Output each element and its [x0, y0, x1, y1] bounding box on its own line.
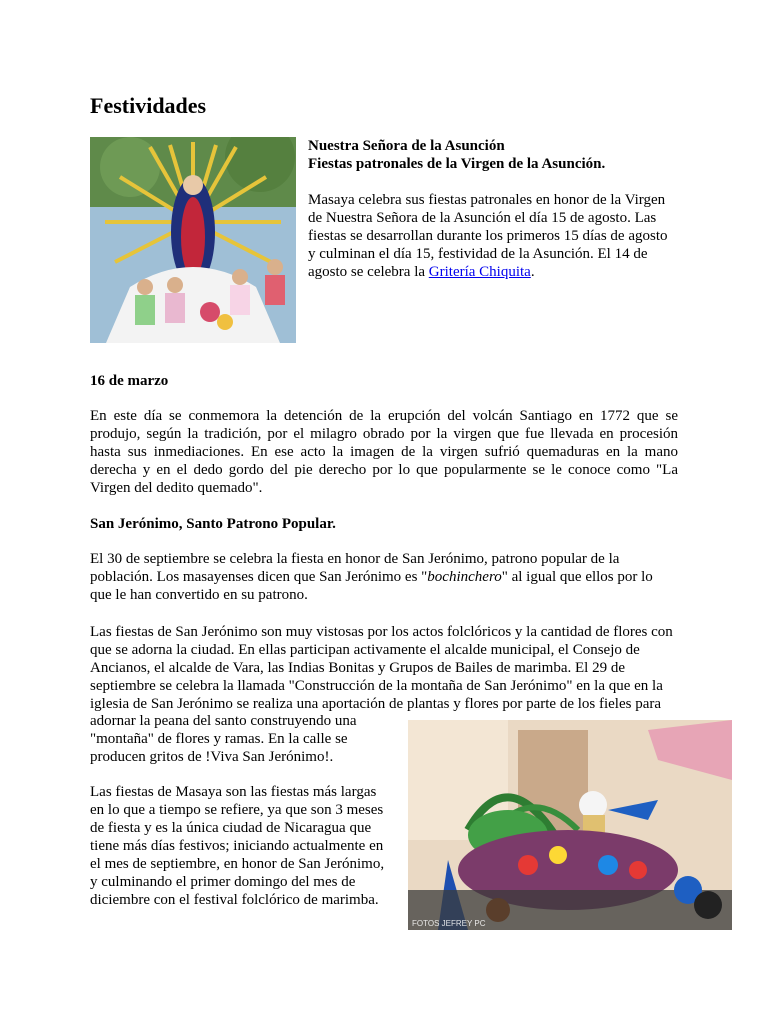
bochinchero-italic: bochinchero — [427, 569, 502, 585]
march-heading: 16 de marzo — [90, 373, 169, 389]
jeronimo-p1-end: " al igual que ellos por lo que le han convertido en su patrono. — [90, 569, 653, 603]
photo-credit: FOTOS JEFREY PC — [412, 919, 486, 928]
san-jeronimo-image — [408, 720, 732, 930]
intro-text: Masaya celebra sus fiestas patronales en honor de la Virgen de Nuestra Señora de la Asunción el día 15 de agosto. Las fiestas se desarrollan durante los primeros 15 días de agosto y culminan el día 15, festividad de la Asunción. El 14 de agosto se celebra la — [308, 192, 668, 280]
virgen-asuncion-image — [90, 137, 296, 343]
page-title: Festividades — [90, 93, 207, 118]
march-paragraph: En este día se conmemora la detención de la erupción del volcán Santiago en 1772 que se produjo, según la tradición, por el milagro obrado por la virgen que fue llevada en procesión hasta sus inmediaciones. En ese acto la imagen de la virgen sufrió quemaduras en la mano derecha y en el dedo gordo del pie derecho por lo que popularmente se le conoce como "La Virgen del dedito quemado". — [90, 408, 678, 496]
jeronimo-p1-text: El 30 de septiembre se celebra la fiesta en honor de San Jerónimo, patrono popular de la población. Los masayenses dicen que San Jerónimo es " — [90, 551, 620, 585]
jeronimo-paragraph-1 — [90, 550, 678, 604]
jeronimo-heading: San Jerónimo, Santo Patrono Popular. — [90, 516, 336, 532]
jeronimo-paragraph-3: Las fiestas de Masaya son las fiestas más largas en lo que a tiempo se refiere, ya que son 3 meses de fiesta y es la única ciudad de Nicaragua que tiene más días festivos; iniciando actualmente en el mes de septiembre, en honor de San Jerónimo, y culminando el primer domingo del mes de diciembre con el festival folclórico de marimba. — [90, 784, 385, 908]
intro-paragraph — [308, 191, 678, 281]
virgen-illustration — [90, 137, 296, 343]
griteria-chiquita-link[interactable]: Gritería Chiquita — [428, 264, 531, 280]
intro-section — [308, 137, 678, 281]
intro-heading-2: Fiestas patronales de la Virgen de la Asunción. — [308, 156, 606, 172]
intro-heading-1: Nuestra Señora de la Asunción — [308, 138, 505, 154]
procession-illustration — [408, 720, 732, 930]
intro-text-end: . — [530, 264, 535, 280]
jeronimo-paragraph-2: Las fiestas de San Jerónimo son muy vistosas por los actos folclóricos y la cantidad de flores con que se adorna la ciudad. En ellas participan activamente el alcalde municipal, el Consejo de Ancianos, el alcalde de Vara, las Indias Bonitas y Grupos de Bailes de marimba. El 29 de septiembre se celebra la llamada "Construcción de la montaña de San Jerónimo" en la que en la iglesia de San Jerónimo se realiza una aportación de plantas y flores por parte de los fieles para — [90, 624, 673, 712]
jeronimo-paragraph-2-cont: adornar la peana del santo construyendo una "montaña" de flores y ramas. En la calle se producen gritos de !Viva San Jerónimo!. — [90, 713, 357, 765]
